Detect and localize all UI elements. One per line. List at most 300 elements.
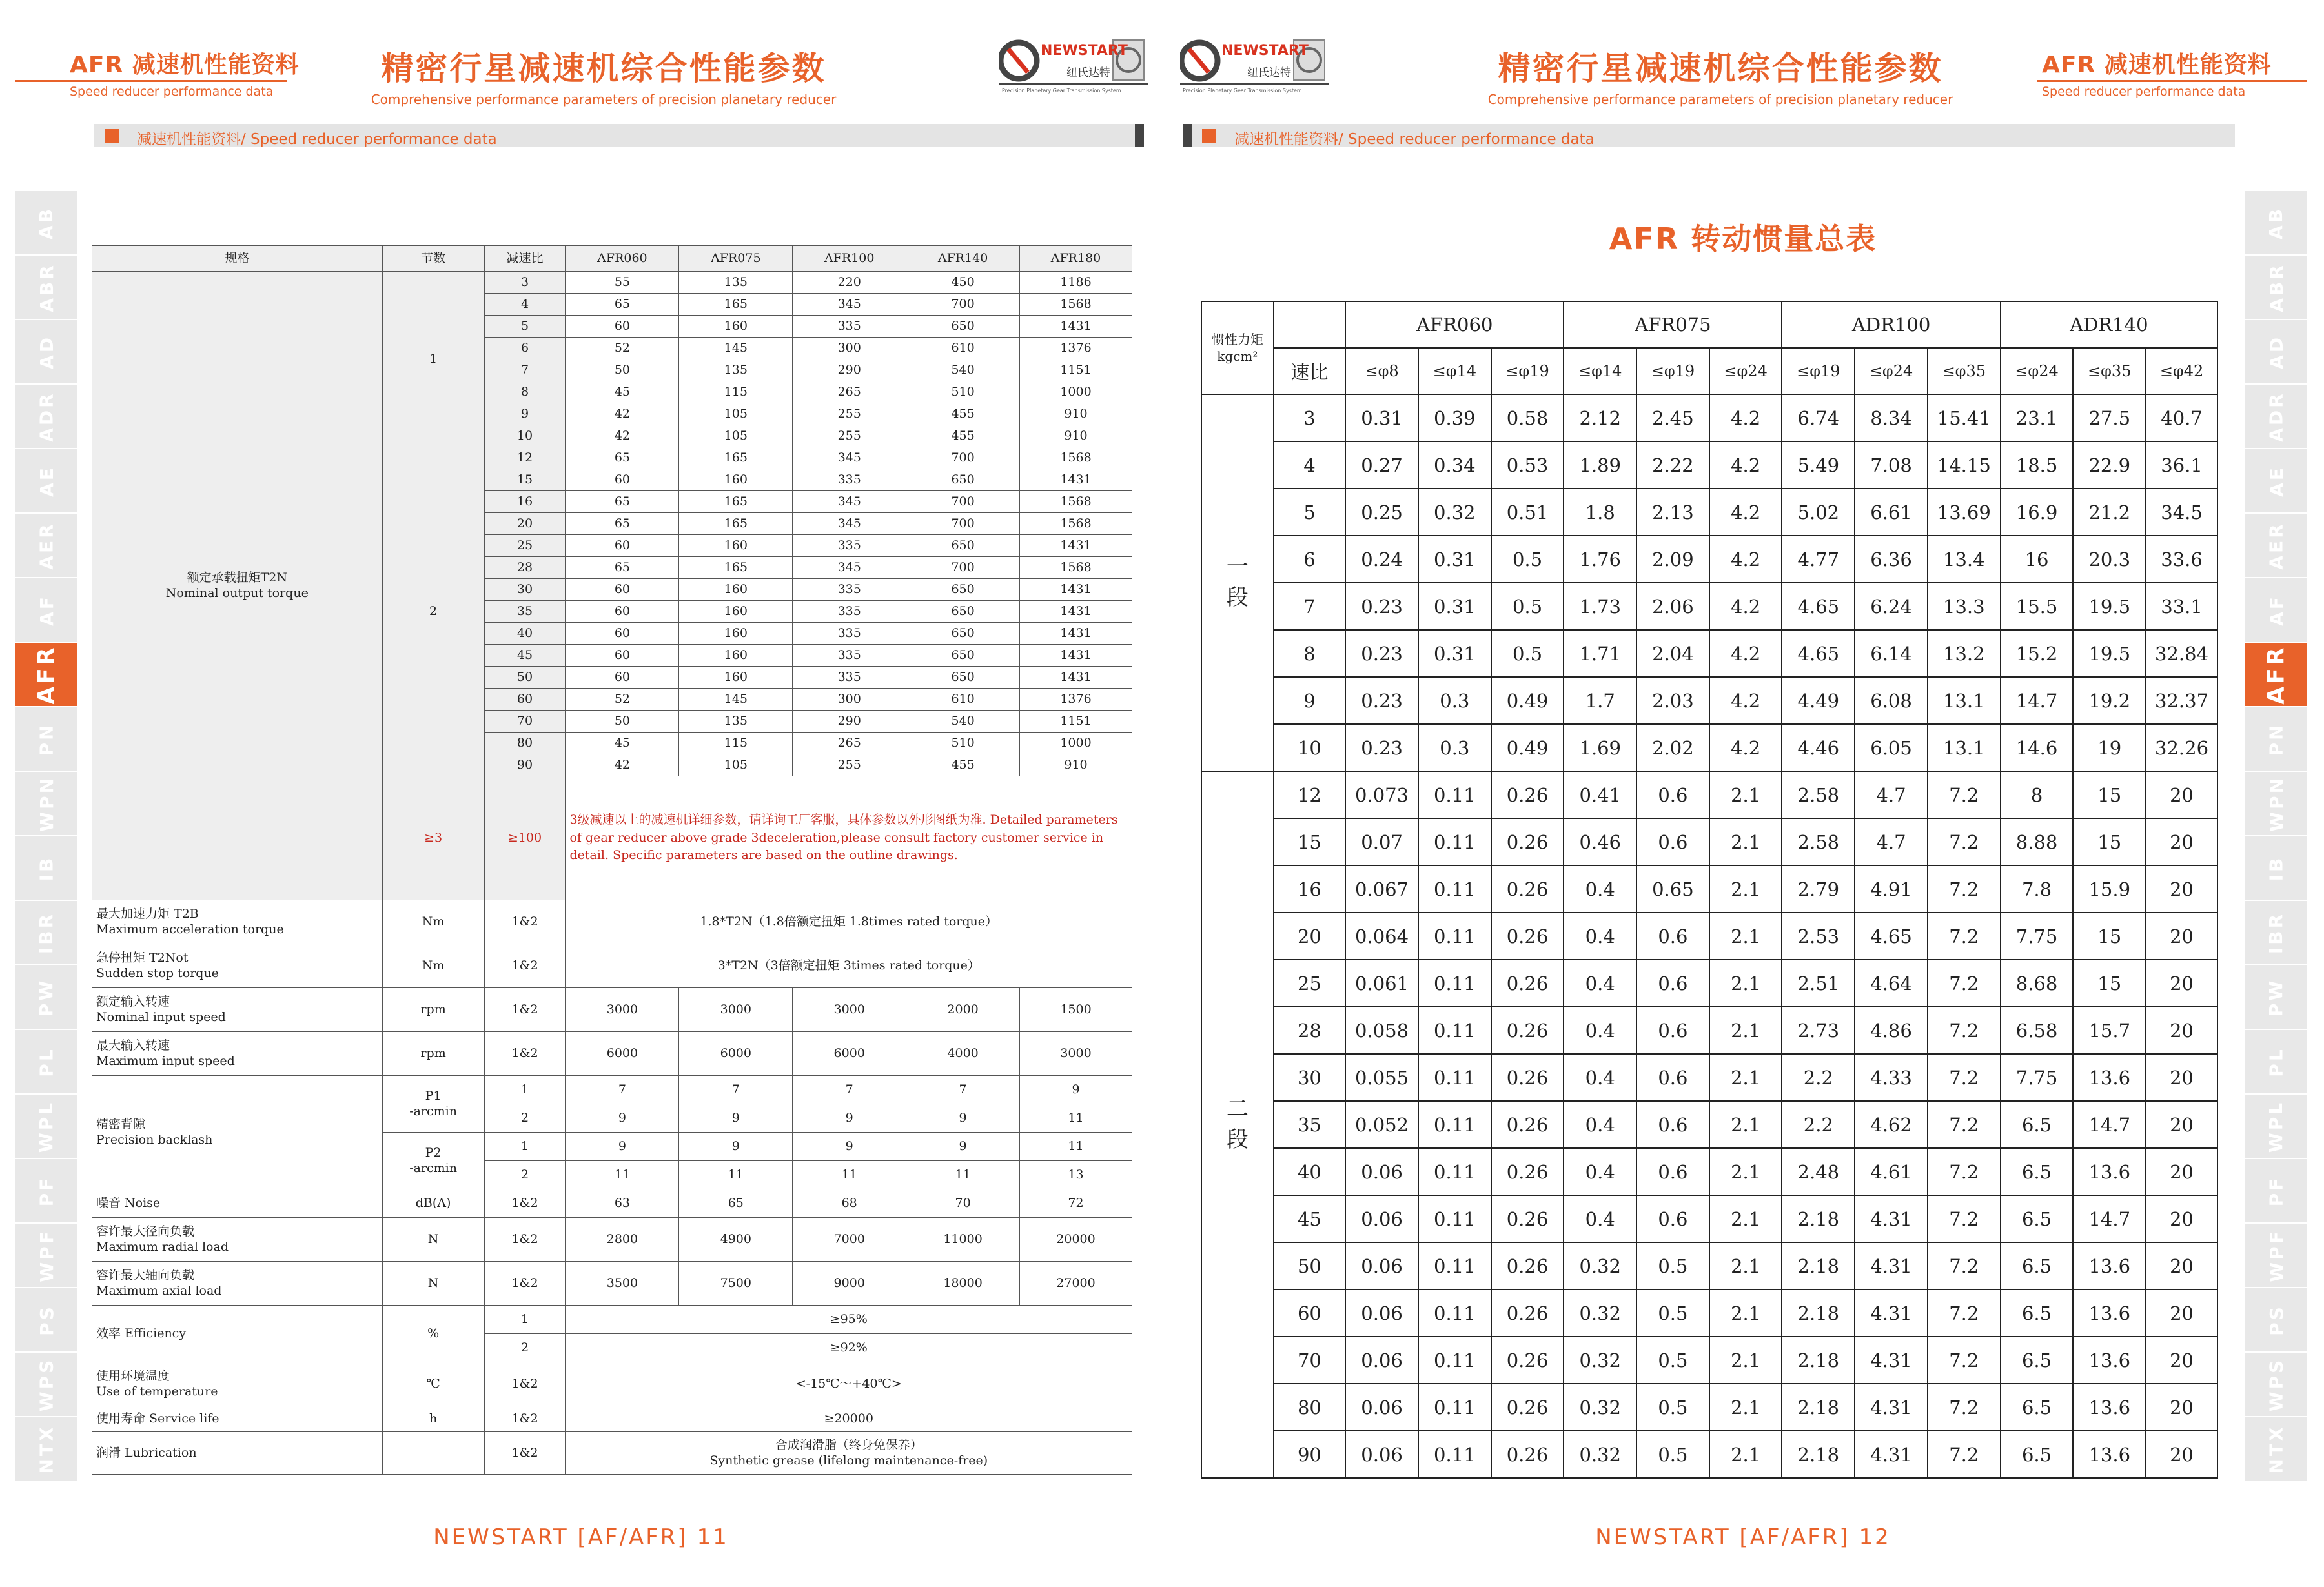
table-cell: 160 <box>679 579 793 601</box>
table-cell: 40 <box>1274 1148 1346 1195</box>
table-cell: 50 <box>484 667 566 689</box>
side-tab-pl[interactable] <box>15 1030 77 1095</box>
side-tab-label: ABR <box>2265 262 2287 312</box>
table-cell: 7.75 <box>2001 913 2074 960</box>
table-cell: 0.31 <box>1345 394 1418 441</box>
table-cell: 4.31 <box>1855 1431 1928 1478</box>
value-cell <box>566 1432 1132 1475</box>
table-row <box>1201 1101 2217 1148</box>
table-row <box>1201 1431 2217 1478</box>
table-cell: 0.5 <box>1636 1289 1709 1337</box>
table-cell: 4.31 <box>1855 1384 1928 1431</box>
table-cell: 20 <box>1274 913 1346 960</box>
table-cell: 42 <box>566 403 679 425</box>
unit-cell: h <box>382 1406 484 1432</box>
table-row <box>1201 1337 2217 1384</box>
shaft-header: ≤φ14 <box>1564 348 1636 394</box>
main-title-cn: 精密行星减速机综合性能参数 <box>1498 50 1943 87</box>
table-cell: 9 <box>793 1133 906 1161</box>
table-cell: 70 <box>906 1189 1020 1218</box>
ratio-cell: ≥100 <box>484 776 566 900</box>
table-cell: 650 <box>906 535 1020 557</box>
table-cell: 255 <box>793 403 906 425</box>
table-cell: 33.6 <box>2146 536 2217 583</box>
table-cell: 6.5 <box>2001 1289 2074 1337</box>
table-cell: 14.15 <box>1928 441 2001 489</box>
table-row <box>1201 818 2217 865</box>
table-cell: 0.073 <box>1345 771 1418 818</box>
side-tab-label: WPF <box>36 1228 57 1282</box>
table-cell: 345 <box>793 294 906 316</box>
table-cell: 0.11 <box>1418 1195 1491 1242</box>
table-cell: 0.06 <box>1345 1384 1418 1431</box>
table-cell: 4.2 <box>1709 441 1782 489</box>
stage-cell: 1&2 <box>484 1189 566 1218</box>
table-cell: 65 <box>566 447 679 469</box>
side-tab-wpf[interactable] <box>15 1224 77 1288</box>
table-cell: 0.26 <box>1491 1337 1564 1384</box>
table-cell: 45 <box>566 733 679 754</box>
table-cell: 455 <box>906 754 1020 776</box>
table-cell: 4.2 <box>1709 394 1782 441</box>
table-cell: 7 <box>1274 583 1346 630</box>
side-tab-wps[interactable] <box>15 1353 77 1417</box>
table-cell: 2.2 <box>1782 1054 1855 1101</box>
table-cell: 9 <box>679 1104 793 1133</box>
table-cell: 0.11 <box>1418 771 1491 818</box>
table-cell: 0.26 <box>1491 1007 1564 1054</box>
stage-cell: ≥3 <box>382 776 484 900</box>
side-tab-ibr[interactable] <box>2245 901 2307 965</box>
table-cell: 0.49 <box>1491 677 1564 724</box>
side-tab-ae[interactable] <box>15 449 77 514</box>
table-cell: 0.26 <box>1491 913 1564 960</box>
side-tab-label: IBR <box>2265 911 2287 954</box>
table-cell: 4 <box>1274 441 1346 489</box>
table-cell: 0.4 <box>1564 960 1636 1007</box>
table-row <box>92 944 1132 988</box>
table-cell: 80 <box>484 733 566 754</box>
table-cell: 2.04 <box>1636 630 1709 677</box>
table-cell: 15.41 <box>1928 394 2001 441</box>
side-tab-label: AFR <box>2263 644 2290 705</box>
table-cell: 2000 <box>906 988 1020 1032</box>
table-cell: 19.5 <box>2073 630 2146 677</box>
side-tab-label: WPL <box>36 1100 57 1153</box>
table-cell: 0.6 <box>1636 1101 1709 1148</box>
column-header: 规格 <box>92 246 383 272</box>
table-cell: 1431 <box>1020 601 1132 623</box>
label-en: -arcmin <box>409 1160 457 1175</box>
side-tab-wpf[interactable] <box>2245 1224 2307 1288</box>
table-cell: 1431 <box>1020 645 1132 667</box>
table-cell: 8 <box>1274 630 1346 677</box>
table-cell: 450 <box>906 272 1020 294</box>
table-cell: 6.5 <box>2001 1195 2074 1242</box>
table-cell: 145 <box>679 689 793 711</box>
section-bar <box>1183 124 2235 147</box>
table-cell: 28 <box>484 557 566 579</box>
table-cell: 2.06 <box>1636 583 1709 630</box>
table-cell: 0.32 <box>1564 1384 1636 1431</box>
header-underline <box>15 80 287 82</box>
table-cell: 8.68 <box>2001 960 2074 1007</box>
table-cell: 0.4 <box>1564 1148 1636 1195</box>
table-cell: 6.5 <box>2001 1148 2074 1195</box>
table-cell: 20 <box>2146 1289 2217 1337</box>
side-tab-label: PW <box>36 978 57 1016</box>
label-en: Maximum axial load <box>96 1283 222 1298</box>
page-footer: NEWSTART [AF/AFR] 11 <box>433 1524 729 1550</box>
table-cell: 0.3 <box>1418 677 1491 724</box>
table-cell: 18000 <box>906 1262 1020 1306</box>
side-tab-aer[interactable] <box>15 514 77 578</box>
table-row <box>1201 1148 2217 1195</box>
side-tab-pl[interactable] <box>2245 1030 2307 1095</box>
header-row <box>1201 301 2217 348</box>
param-label <box>92 1218 383 1262</box>
table-cell: 510 <box>906 381 1020 403</box>
side-tab-label: AD <box>2265 334 2287 369</box>
table-cell: 300 <box>793 338 906 359</box>
table-cell: 165 <box>679 557 793 579</box>
side-tab-adr[interactable] <box>15 385 77 449</box>
table-cell: 45 <box>1274 1195 1346 1242</box>
table-row <box>1201 865 2217 913</box>
table-cell: 52 <box>566 338 679 359</box>
table-cell: 16.9 <box>2001 489 2074 536</box>
table-cell: 0.058 <box>1345 1007 1418 1054</box>
table-cell: 4.2 <box>1709 630 1782 677</box>
table-cell: 650 <box>906 601 1020 623</box>
table-cell: 60 <box>566 579 679 601</box>
table-cell: 36.1 <box>2146 441 2217 489</box>
table-cell: 32.37 <box>2146 677 2217 724</box>
side-tab-pf[interactable] <box>15 1159 77 1224</box>
ratio-header: 速比 <box>1274 348 1346 394</box>
table-cell: 8.34 <box>1855 394 1928 441</box>
table-cell: 3000 <box>566 988 679 1032</box>
table-cell: 0.11 <box>1418 1337 1491 1384</box>
table-cell: 4.46 <box>1782 724 1855 771</box>
main-title-en: Comprehensive performance parameters of precision planetary reducer <box>371 92 837 107</box>
table-cell: 20 <box>2146 1384 2217 1431</box>
table-cell: 0.26 <box>1491 1289 1564 1337</box>
side-tab-wpl[interactable] <box>15 1095 77 1159</box>
side-tab-aer[interactable] <box>2245 514 2307 578</box>
table-cell: 8.88 <box>2001 818 2074 865</box>
table-cell: 0.4 <box>1564 1007 1636 1054</box>
table-cell: 1431 <box>1020 535 1132 557</box>
side-tab-ibr[interactable] <box>15 901 77 965</box>
table-cell: 7500 <box>679 1262 793 1306</box>
table-cell: 6.74 <box>1782 394 1855 441</box>
table-row <box>1201 677 2217 724</box>
side-tab-label: WPN <box>36 775 57 832</box>
table-cell: 20000 <box>1020 1218 1132 1262</box>
table-cell: 2.1 <box>1709 865 1782 913</box>
label-en: Synthetic grease (lifelong maintenance-free) <box>709 1453 988 1468</box>
label-cn: 精密背隙 <box>96 1117 146 1131</box>
table-cell: 2.18 <box>1782 1195 1855 1242</box>
side-tab-ntx[interactable] <box>15 1417 77 1482</box>
table-cell: 2.1 <box>1709 1101 1782 1148</box>
main-title <box>362 43 846 107</box>
table-cell: 0.11 <box>1418 1431 1491 1478</box>
table-cell: 1376 <box>1020 338 1132 359</box>
table-cell: 9 <box>1274 677 1346 724</box>
table-cell: 15 <box>2073 818 2146 865</box>
table-cell: 0.5 <box>1491 536 1564 583</box>
table-row <box>92 1076 1132 1104</box>
side-tab-label: WPS <box>36 1357 57 1411</box>
table-cell: 0.26 <box>1491 865 1564 913</box>
table-cell: 1186 <box>1020 272 1132 294</box>
section-bar-text: 减速机性能资料/ Speed reducer performance data <box>137 131 497 148</box>
table-cell: 135 <box>679 272 793 294</box>
param-label: 效率 Efficiency <box>92 1306 383 1362</box>
param-label <box>92 1076 383 1189</box>
side-tab-label: PS <box>2265 1304 2287 1336</box>
side-tab-label: AE <box>36 465 57 497</box>
unit-cell: rpm <box>382 988 484 1032</box>
table-cell: 2.1 <box>1709 1242 1782 1289</box>
side-tab-label: AE <box>2265 465 2287 497</box>
table-cell: 1431 <box>1020 316 1132 338</box>
logo-tagline: Precision Planetary Gear Transmission System <box>1002 88 1121 94</box>
bullet-square-icon <box>105 129 119 143</box>
side-tab-abr[interactable] <box>15 256 77 320</box>
table-cell: 90 <box>1274 1431 1346 1478</box>
table-cell: 0.11 <box>1418 1384 1491 1431</box>
table-cell: 3000 <box>679 988 793 1032</box>
table-cell: 0.5 <box>1636 1384 1709 1431</box>
label-en: Maximum input speed <box>96 1053 235 1068</box>
table-cell: 2.09 <box>1636 536 1709 583</box>
param-label <box>92 1032 383 1076</box>
table-cell: 0.5 <box>1491 630 1564 677</box>
table-cell: 90 <box>484 754 566 776</box>
table-cell: 0.24 <box>1345 536 1418 583</box>
table-row <box>92 1032 1132 1076</box>
table-cell: 0.26 <box>1491 818 1564 865</box>
side-tab-ab[interactable] <box>15 191 77 256</box>
header-left-title <box>70 46 300 99</box>
table-cell: 1431 <box>1020 623 1132 645</box>
side-tab-ad[interactable] <box>2245 320 2307 385</box>
table-cell: 4900 <box>679 1218 793 1262</box>
table-cell: 13.3 <box>1928 583 2001 630</box>
table-cell: 0.39 <box>1418 394 1491 441</box>
table-cell: 0.46 <box>1564 818 1636 865</box>
torque-label <box>92 272 383 900</box>
side-tab-ad[interactable] <box>15 320 77 385</box>
table-row <box>92 1362 1132 1406</box>
table-cell: 0.5 <box>1636 1242 1709 1289</box>
label-cn: 合成润滑脂（终身免保养） <box>775 1437 922 1452</box>
table-cell: 335 <box>793 667 906 689</box>
table-cell: 0.26 <box>1491 1148 1564 1195</box>
table-cell: 1151 <box>1020 359 1132 381</box>
table-cell: 3500 <box>566 1262 679 1306</box>
label-en: Sudden stop torque <box>96 965 219 980</box>
bullet-square-icon <box>1202 129 1216 143</box>
side-tab-ib[interactable] <box>2245 836 2307 901</box>
stage-cell: 1&2 <box>484 1262 566 1306</box>
table-cell: 345 <box>793 513 906 535</box>
table-cell: 0.31 <box>1418 536 1491 583</box>
label-cn: 额定承载扭矩T2N <box>187 570 288 585</box>
table-cell: 16 <box>1274 865 1346 913</box>
table-cell: 3 <box>484 272 566 294</box>
main-title <box>1478 43 1962 107</box>
table-cell: 1568 <box>1020 447 1132 469</box>
table-cell: 1.89 <box>1564 441 1636 489</box>
stage-cell: 一 段 <box>1201 394 1274 771</box>
table-cell: 15.7 <box>2073 1007 2146 1054</box>
side-tab-af[interactable] <box>15 578 77 643</box>
table-cell: 0.6 <box>1636 913 1709 960</box>
side-tab-label: WPF <box>2265 1228 2287 1282</box>
side-tab-pn[interactable] <box>2245 707 2307 772</box>
side-tab-ps[interactable] <box>15 1288 77 1353</box>
newstart-logo <box>999 36 1148 98</box>
side-tab-af[interactable] <box>2245 578 2307 643</box>
table-cell: 0.34 <box>1418 441 1491 489</box>
logo-brand: NEWSTART <box>1041 43 1128 59</box>
side-tab-label: WPS <box>2265 1357 2287 1411</box>
table-cell: 60 <box>566 623 679 645</box>
table-cell: 2.18 <box>1782 1431 1855 1478</box>
table-cell: 2.2 <box>1782 1101 1855 1148</box>
side-tab-wpn[interactable] <box>15 772 77 836</box>
table-cell: 4.31 <box>1855 1195 1928 1242</box>
table-cell: 0.27 <box>1345 441 1418 489</box>
table-cell: 160 <box>679 667 793 689</box>
table-cell: 1568 <box>1020 294 1132 316</box>
side-tab-label: PF <box>2265 1175 2287 1206</box>
table-cell: 5 <box>1274 489 1346 536</box>
side-tab-pf[interactable] <box>2245 1159 2307 1224</box>
section-bar-text: 减速机性能资料/ Speed reducer performance data <box>1234 131 1595 148</box>
side-tab-afr[interactable] <box>2245 643 2307 707</box>
side-tab-adr[interactable] <box>2245 385 2307 449</box>
side-tab-ps[interactable] <box>2245 1288 2307 1353</box>
table-cell: 4.65 <box>1855 913 1928 960</box>
side-tab-label: PN <box>2265 722 2287 756</box>
table-cell: 4.2 <box>1709 724 1782 771</box>
table-cell: 2.51 <box>1782 960 1855 1007</box>
side-tab-pw[interactable] <box>15 965 77 1030</box>
side-tab-pn[interactable] <box>15 707 77 772</box>
label-en: Maximum acceleration torque <box>96 922 284 936</box>
side-tab-ib[interactable] <box>15 836 77 901</box>
shaft-header: ≤φ24 <box>1855 348 1928 394</box>
table-cell: 160 <box>679 316 793 338</box>
table-cell: 2.1 <box>1709 1148 1782 1195</box>
table-cell: 1.8 <box>1564 489 1636 536</box>
side-tab-label: AFR <box>33 644 60 705</box>
shaft-header: ≤φ19 <box>1782 348 1855 394</box>
table-cell: 15 <box>1274 818 1346 865</box>
table-cell: 7.2 <box>1928 1007 2001 1054</box>
table-cell: 0.06 <box>1345 1289 1418 1337</box>
table-cell: 7.2 <box>1928 1242 2001 1289</box>
table-cell: 7.2 <box>1928 1195 2001 1242</box>
side-tab-wpl[interactable] <box>2245 1095 2307 1159</box>
table-cell: 60 <box>566 469 679 491</box>
table-cell: 60 <box>484 689 566 711</box>
table-cell: 2.45 <box>1636 394 1709 441</box>
table-cell: 80 <box>1274 1384 1346 1431</box>
table-row <box>1201 394 2217 441</box>
side-tab-label: AER <box>36 521 57 570</box>
table-cell: 610 <box>906 338 1020 359</box>
unit-cell: N <box>382 1218 484 1262</box>
table-cell: 4.31 <box>1855 1289 1928 1337</box>
table-cell: 0.6 <box>1636 818 1709 865</box>
label-en: Maximum radial load <box>96 1239 229 1254</box>
side-tab-pw[interactable] <box>2245 965 2307 1030</box>
side-tab-afr[interactable] <box>15 643 77 707</box>
table-cell: 15 <box>2073 960 2146 1007</box>
table-cell: 60 <box>1274 1289 1346 1337</box>
table-cell: 14.6 <box>2001 724 2074 771</box>
model-header: ADR100 <box>1782 301 2000 348</box>
table-cell: 2.53 <box>1782 913 1855 960</box>
table-cell: 2 <box>484 1104 566 1133</box>
table-cell: 0.26 <box>1491 1431 1564 1478</box>
side-tab-ntx[interactable] <box>2245 1417 2307 1482</box>
table-cell: 3000 <box>793 988 906 1032</box>
table-cell: 0.064 <box>1345 913 1418 960</box>
side-tab-wpn[interactable] <box>2245 772 2307 836</box>
table-cell: 11 <box>906 1161 1020 1189</box>
table-cell: 6000 <box>679 1032 793 1076</box>
header-underline <box>2037 80 2307 82</box>
side-tab-label: NTX <box>2265 1424 2287 1474</box>
table-cell: 1568 <box>1020 557 1132 579</box>
table-cell: 0.6 <box>1636 960 1709 1007</box>
table-cell: 11 <box>793 1161 906 1189</box>
table-cell: 4.31 <box>1855 1242 1928 1289</box>
table-cell: 20 <box>2146 1431 2217 1478</box>
table-cell: 20 <box>2146 1101 2217 1148</box>
table-row <box>92 272 1132 294</box>
side-tab-ae[interactable] <box>2245 449 2307 514</box>
right-page <box>1162 0 2324 1587</box>
table-cell: 0.32 <box>1564 1337 1636 1384</box>
table-cell: 160 <box>679 623 793 645</box>
side-tab-wps[interactable] <box>2245 1353 2307 1417</box>
inertia-table <box>1201 301 2218 1479</box>
stage-cell: 1&2 <box>484 1406 566 1432</box>
table-cell: 18.5 <box>2001 441 2074 489</box>
table-cell: 0.23 <box>1345 724 1418 771</box>
side-tab-abr[interactable] <box>2245 256 2307 320</box>
table-cell: 1500 <box>1020 988 1132 1032</box>
table-cell: 5 <box>484 316 566 338</box>
table-cell: 2.1 <box>1709 1007 1782 1054</box>
table-cell: 0.26 <box>1491 1101 1564 1148</box>
side-tab-label: IB <box>36 855 57 881</box>
table-cell: 0.58 <box>1491 394 1564 441</box>
table-cell: 50 <box>1274 1242 1346 1289</box>
table-cell: 65 <box>566 513 679 535</box>
table-row <box>1201 771 2217 818</box>
table-cell: 4.2 <box>1709 489 1782 536</box>
table-cell: 13.6 <box>2073 1384 2146 1431</box>
